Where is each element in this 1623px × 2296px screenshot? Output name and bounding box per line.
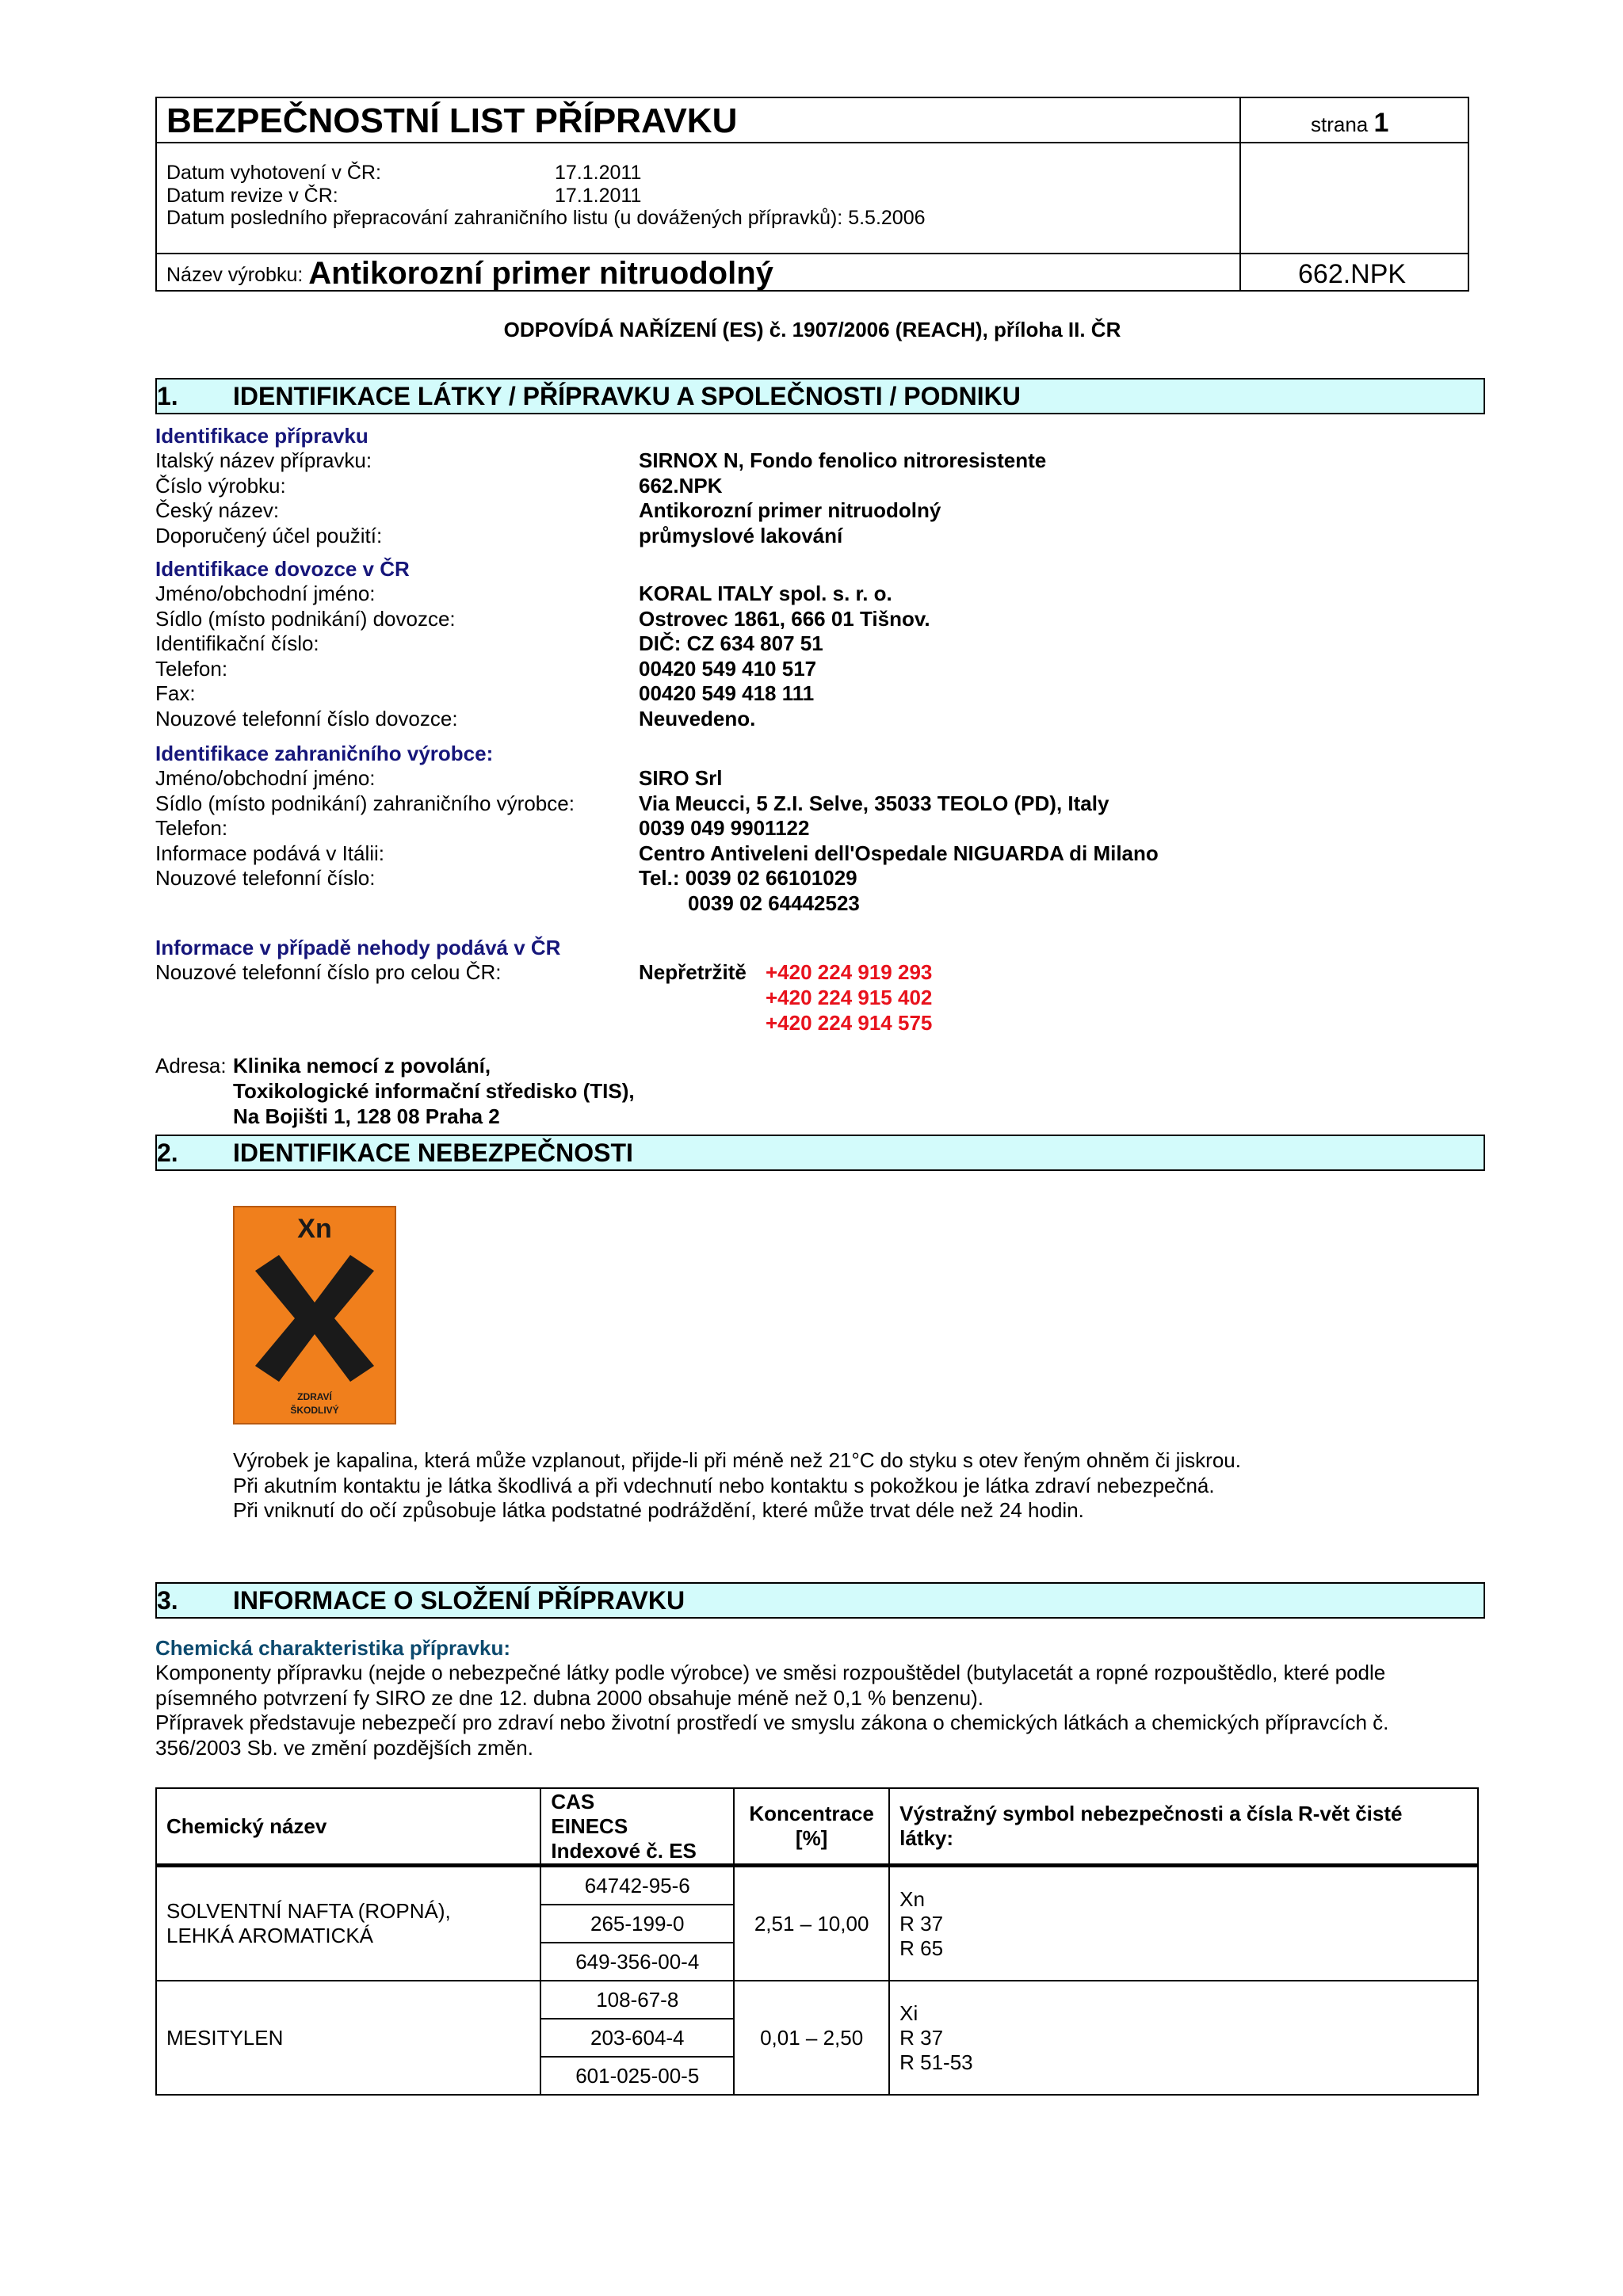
info-value: Antikorozní primer nitruodolný bbox=[639, 498, 941, 522]
info-row bbox=[155, 816, 1487, 841]
concentration: 0,01 – 2,50 bbox=[734, 1981, 889, 2095]
address-block bbox=[155, 1054, 1487, 1133]
chemical-name: MESITYLEN bbox=[156, 1981, 540, 2095]
accident-block bbox=[155, 960, 1487, 1038]
info-label: Číslo výrobku: bbox=[155, 473, 286, 498]
info-row bbox=[155, 607, 1487, 632]
info-row bbox=[155, 866, 1487, 891]
cas-number: 64742-95-6 bbox=[540, 1866, 734, 1905]
ident-heading: Identifikace přípravku bbox=[155, 424, 369, 448]
header-cas: CAS EINECS Indexové č. ES bbox=[540, 1788, 734, 1866]
emergency-phone: +420 224 914 575 bbox=[766, 1011, 933, 1035]
emergency-phone: +420 224 915 402 bbox=[766, 986, 933, 1009]
info-value: DIČ: CZ 634 807 51 bbox=[639, 631, 823, 655]
info-row bbox=[155, 448, 1487, 474]
info-row bbox=[155, 841, 1487, 867]
info-value: Tel.: 0039 02 66101029 bbox=[639, 866, 857, 890]
einecs-number: 203-604-4 bbox=[540, 2019, 734, 2057]
header-concentration: Koncentrace [%] bbox=[734, 1788, 889, 1866]
section-number: 1. bbox=[157, 382, 178, 410]
symbol-caption: ŠKODLIVÝ bbox=[290, 1405, 339, 1416]
accident-prefix: Nepřetržitě bbox=[639, 960, 747, 984]
header-chemical-name: Chemický název bbox=[156, 1788, 540, 1866]
concentration: 2,51 – 10,00 bbox=[734, 1866, 889, 1981]
info-row bbox=[155, 524, 1487, 549]
info-row bbox=[155, 707, 1487, 732]
accident-heading: Informace v případě nehody podává v ČR bbox=[155, 936, 561, 959]
section-number: 3. bbox=[157, 1586, 178, 1615]
date-revised-label: Datum revize v ČR: bbox=[166, 184, 338, 207]
einecs-number: 265-199-0 bbox=[540, 1905, 734, 1943]
hazard-symbols: Xi R 37 R 51-53 bbox=[889, 1981, 1478, 2095]
address-label: Adresa: bbox=[155, 1054, 227, 1077]
info-label: Jméno/obchodní jméno: bbox=[155, 766, 376, 790]
info-label: Telefon: bbox=[155, 656, 228, 681]
manufacturer-heading: Identifikace zahraničního výrobce: bbox=[155, 742, 494, 765]
info-value: 662.NPK bbox=[639, 473, 723, 498]
cas-number: 108-67-8 bbox=[540, 1981, 734, 2019]
info-label: Fax: bbox=[155, 681, 196, 705]
info-row bbox=[155, 657, 1487, 682]
info-label: Jméno/obchodní jméno: bbox=[155, 582, 376, 605]
info-label: Italský název přípravku: bbox=[155, 448, 372, 472]
address-line: Na Bojišti 1, 128 08 Praha 2 bbox=[233, 1104, 500, 1128]
importer-rows bbox=[155, 582, 1487, 731]
chemical-characteristics bbox=[155, 1635, 1487, 1760]
info-label: Nouzové telefonní číslo: bbox=[155, 866, 376, 890]
info-label: Sídlo (místo podnikání) zahraničního výrobce: bbox=[155, 791, 575, 815]
date-created-label: Datum vyhotovení v ČR: bbox=[166, 162, 381, 184]
symbol-code: Xn bbox=[297, 1214, 332, 1244]
info-label: Sídlo (místo podnikání) dovozce: bbox=[155, 606, 456, 631]
section-title: INFORMACE O SLOŽENÍ PŘÍPRAVKU bbox=[233, 1586, 685, 1615]
hazard-description bbox=[233, 1448, 1469, 1524]
hazard-symbols: Xn R 37 R 65 bbox=[889, 1866, 1478, 1981]
composition-table bbox=[155, 1787, 1479, 2096]
info-row bbox=[155, 474, 1487, 499]
section-3-bar bbox=[155, 1582, 1485, 1619]
date-created: 17.1.2011 bbox=[555, 162, 642, 184]
section-1-bar bbox=[155, 378, 1485, 414]
emergency-phone: +420 224 919 293 bbox=[766, 960, 933, 984]
date-foreign: Datum posledního přepracování zahraničního listu (u dovážených přípravků): 5.5.2006 bbox=[166, 207, 926, 229]
section-number: 2. bbox=[157, 1138, 178, 1167]
page-indicator: strana 1 bbox=[1311, 108, 1389, 138]
info-value: 0039 049 9901122 bbox=[639, 816, 810, 840]
info-value: 00420 549 418 111 bbox=[639, 681, 815, 705]
info-row bbox=[155, 791, 1487, 817]
info-value: KORAL ITALY spol. s. r. o. bbox=[639, 582, 892, 605]
product-label: Název výrobku: bbox=[166, 264, 304, 286]
hazard-line: Při akutním kontaktu je látka škodlivá a při vdechnutí nebo kontaktu s pokožkou je látka zdraví nebezpečná. bbox=[233, 1473, 1215, 1497]
hazard-symbol bbox=[233, 1206, 396, 1425]
address-line: Klinika nemocí z povolání, bbox=[233, 1054, 491, 1077]
hazard-line: Výrobek je kapalina, která může vzplanout, přijde-li při méně než 21°C do styku s otev řeným ohněm či jiskrou. bbox=[233, 1448, 1241, 1472]
section-title: IDENTIFIKACE LÁTKY / PŘÍPRAVKU A SPOLEČNOSTI / PODNIKU bbox=[233, 382, 1021, 410]
info-row bbox=[155, 766, 1487, 791]
table-row bbox=[156, 1981, 1478, 2019]
info-value: Neuvedeno. bbox=[639, 706, 756, 730]
section-2-bar bbox=[155, 1135, 1485, 1171]
manufacturer-phone-2: 0039 02 64442523 bbox=[688, 891, 860, 915]
section-1-body bbox=[155, 423, 1487, 1133]
info-value: Centro Antiveleni dell'Ospedale NIGUARDA di Milano bbox=[639, 841, 1159, 865]
info-row bbox=[155, 498, 1487, 524]
product-line bbox=[166, 257, 773, 292]
importer-heading: Identifikace dovozce v ČR bbox=[155, 557, 410, 581]
section-title: IDENTIFIKACE NEBEZPEČNOSTI bbox=[233, 1138, 633, 1167]
header-box bbox=[155, 97, 1469, 292]
info-value: průmyslové lakování bbox=[639, 523, 843, 547]
chemical-name: SOLVENTNÍ NAFTA (ROPNÁ), LEHKÁ AROMATICKÁ bbox=[156, 1866, 540, 1981]
info-label: Telefon: bbox=[155, 816, 228, 840]
table-row bbox=[156, 1866, 1478, 1905]
accident-label: Nouzové telefonní číslo pro celou ČR: bbox=[155, 960, 502, 984]
info-value: SIRO Srl bbox=[639, 766, 723, 790]
hazard-line: Při vniknutí do očí způsobuje látka podstatné podráždění, které může trvat déle než 24 hodin. bbox=[233, 1498, 1084, 1522]
info-value: Via Meucci, 5 Z.I. Selve, 35033 TEOLO (PD), Italy bbox=[639, 791, 1109, 815]
reach-note: ODPOVÍDÁ NAŘÍZENÍ (ES) č. 1907/2006 (REACH), příloha II. ČR bbox=[503, 318, 1121, 341]
chem-heading: Chemická charakteristika přípravku: bbox=[155, 1636, 510, 1660]
info-row bbox=[155, 681, 1487, 707]
date-revised: 17.1.2011 bbox=[555, 184, 642, 207]
header-symbol: Výstražný symbol nebezpečnosti a čísla R-vět čisté látky: bbox=[889, 1788, 1478, 1866]
info-label: Doporučený účel použití: bbox=[155, 523, 383, 547]
ident-rows bbox=[155, 448, 1487, 548]
product-name: Antikorozní primer nitruodolný bbox=[308, 256, 773, 291]
address-line: Toxikologické informační středisko (TIS), bbox=[233, 1079, 635, 1103]
info-row bbox=[155, 631, 1487, 657]
document-title: BEZPEČNOSTNÍ LIST PŘÍPRAVKU bbox=[166, 101, 738, 140]
manufacturer-rows bbox=[155, 766, 1487, 891]
info-value: 00420 549 410 517 bbox=[639, 656, 817, 681]
dates-block bbox=[166, 162, 926, 230]
symbol-caption: ZDRAVÍ bbox=[297, 1391, 332, 1402]
product-code: 662.NPK bbox=[1298, 259, 1407, 289]
info-label: Identifikační číslo: bbox=[155, 631, 319, 655]
info-value: Ostrovec 1861, 666 01 Tišnov. bbox=[639, 606, 930, 631]
chem-paragraph: Komponenty přípravku (nejde o nebezpečné látky podle výrobce) ve směsi rozpouštědel (butylacetát a ropné rozpouštědlo, které podle písemného potvrzení fy SIRO ze dne 12. dubna 2000 obsahuje méně než 0,1 % benzenu). Přípravek představuje nebezpečí pro zdraví nebo životní prostředí ve smyslu zákona o chemických látkách a chemických přípravcích č. 356/2003 Sb. ve změní pozdějších změn. bbox=[155, 1661, 1389, 1760]
page-number: 1 bbox=[1373, 108, 1389, 138]
info-value: SIRNOX N, Fondo fenolico nitroresistente bbox=[639, 448, 1047, 472]
harmful-x-icon bbox=[233, 1206, 396, 1425]
table-header-row bbox=[156, 1788, 1478, 1866]
index-number: 601-025-00-5 bbox=[540, 2057, 734, 2095]
info-label: Nouzové telefonní číslo dovozce: bbox=[155, 706, 458, 730]
info-row bbox=[155, 582, 1487, 607]
index-number: 649-356-00-4 bbox=[540, 1943, 734, 1981]
info-label: Informace podává v Itálii: bbox=[155, 841, 385, 865]
info-label: Český název: bbox=[155, 498, 280, 522]
